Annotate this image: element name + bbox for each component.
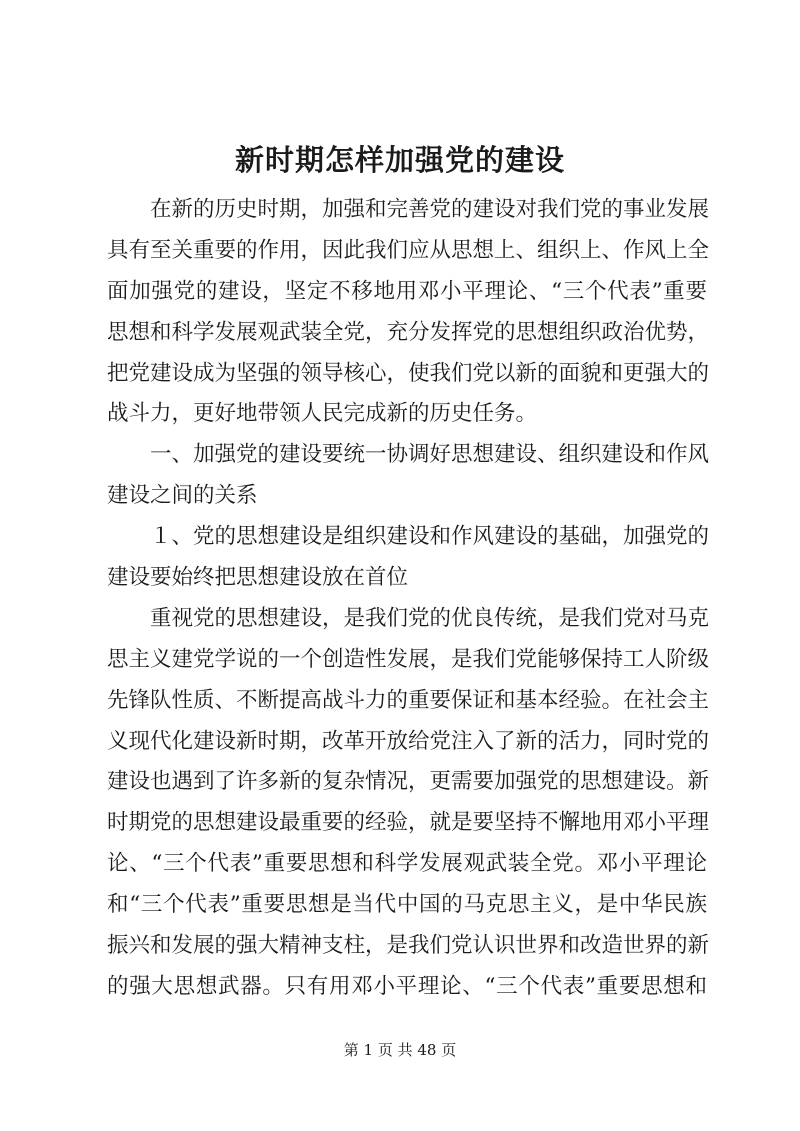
text-line: 在新的历史时期，加强和完善党的建设对我们党的事业发展 <box>150 197 710 222</box>
text-line: 论、“三个代表”重要思想和科学发展观武装全党。邓小平理论 <box>107 851 707 877</box>
text-line: 先锋队性质、不断提高战斗力的重要保证和基本经验。在社会主 <box>107 687 710 713</box>
text-line: 时期党的思想建设最重要的经验，就是要坚持不懈地用邓小平理 <box>107 810 710 836</box>
text-line: 建设之间的关系 <box>107 483 258 509</box>
text-line: 建设要始终把思想建设放在首位 <box>107 565 409 591</box>
text-line: 和“三个代表”重要思想是当代中国的马克思主义，是中华民族 <box>107 892 707 918</box>
page-footer: 第 1 页 共 48 页 <box>343 1041 457 1059</box>
text-line: １、党的思想建设是组织建设和作风建设的基础，加强党的 <box>150 524 710 550</box>
text-line: 思主义建党学说的一个创造性发展，是我们党能够保持工人阶级 <box>107 646 710 672</box>
text-line: 义现代化建设新时期，改革开放给党注入了新的活力，同时党的 <box>107 728 710 754</box>
text-line: 的强大思想武器。只有用邓小平理论、“三个代表”重要思想和 <box>107 973 707 999</box>
text-line: 建设也遇到了许多新的复杂情况，更需要加强党的思想建设。新 <box>107 769 710 795</box>
document-title: 新时期怎样加强党的建设 <box>234 143 565 177</box>
text-line: 面加强党的建设，坚定不移地用邓小平理论、“三个代表”重要 <box>107 278 707 304</box>
text-line: 重视党的思想建设，是我们党的优良传统，是我们党对马克 <box>150 605 710 631</box>
text-line: 振兴和发展的强大精神支柱，是我们党认识世界和改造世界的新 <box>107 933 710 959</box>
text-line: 具有至关重要的作用，因此我们应从思想上、组织上、作风上全 <box>107 237 710 263</box>
text-line: 把党建设成为坚强的领导核心，使我们党以新的面貌和更强大的 <box>107 360 710 386</box>
text-line: 战斗力，更好地带领人民完成新的历史任务。 <box>107 401 538 427</box>
document-body <box>107 190 710 1008</box>
text-line: 思想和科学发展观武装全党，充分发挥党的思想组织政治优势， <box>107 319 710 345</box>
text-line: 一、加强党的建设要统一协调好思想建设、组织建设和作风 <box>150 442 710 468</box>
